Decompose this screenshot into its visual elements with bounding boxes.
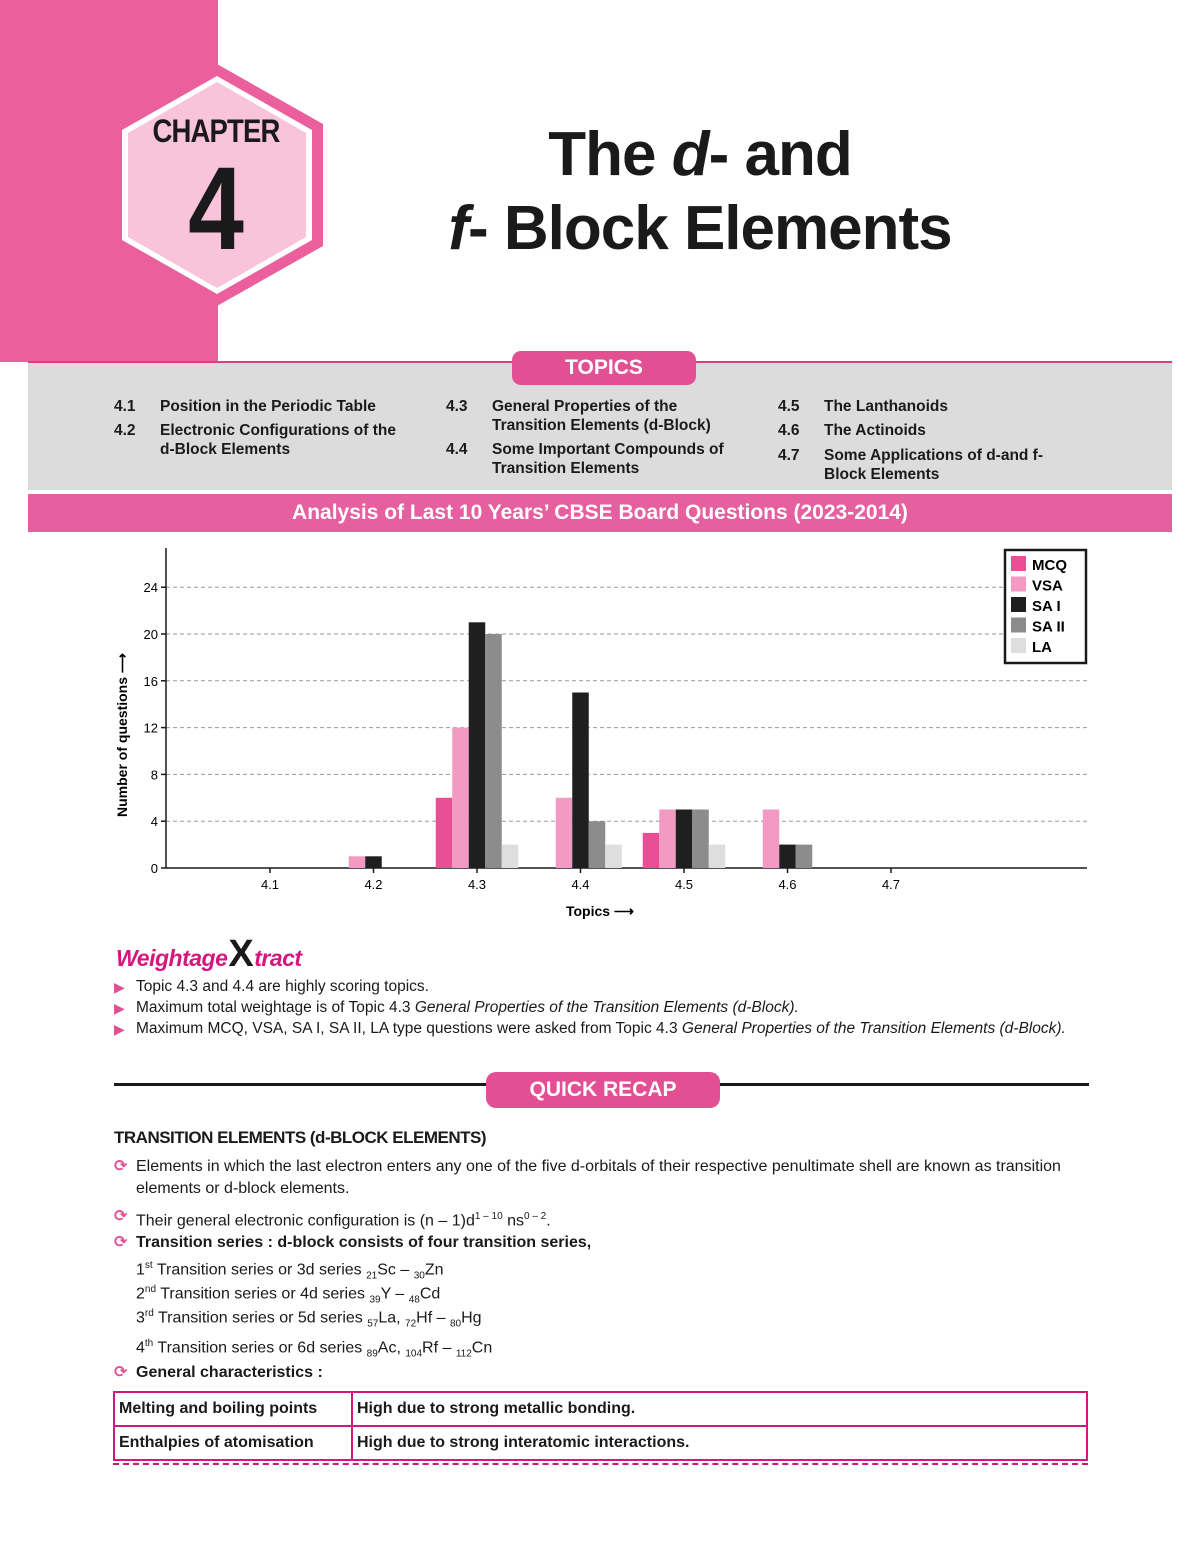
x-axis-label: Topics ⟶ <box>565 903 635 919</box>
bar-sa-i <box>469 622 486 868</box>
chart-gridlines <box>166 587 1087 821</box>
legend-swatch <box>1011 556 1026 571</box>
table-cell-value: High due to strong metallic bonding. <box>352 1392 1087 1426</box>
section-title: TRANSITION ELEMENTS (d-BLOCK ELEMENTS) <box>114 1128 486 1147</box>
recap-bullet-icon: ⟳ <box>114 1208 128 1225</box>
transition-series: 2nd Transition series or 4d series $_{39}$Y – $_{48}$Cd <box>136 1284 441 1306</box>
bar-sa-ii <box>692 810 709 869</box>
transition-series: 3rd Transition series or 5d series $_{57}$La, $_{72}$Hf – $_{80}$Hg <box>136 1308 482 1330</box>
y-tick-label: 8 <box>150 767 158 783</box>
transition-series: 1st Transition series or 3d series $_{21}$Sc – $_{30}$Zn <box>136 1260 444 1282</box>
x-tick-label: 4.2 <box>364 877 383 892</box>
x-tick-label: 4.3 <box>467 877 487 892</box>
weightage-point: ▶ Topic 4.3 and 4.4 are highly scoring topics. <box>114 978 429 995</box>
y-tick-label: 0 <box>150 861 158 876</box>
y-tick-label: 20 <box>143 627 158 642</box>
topic-item: 4.6 The Actinoids <box>778 422 926 439</box>
x-tick-label: 4.4 <box>571 877 590 892</box>
legend-label: SA I <box>1032 598 1061 615</box>
topic-item: 4.7 Some Applications of d-and f-Block Elements <box>778 447 1044 483</box>
bar-sa-i <box>572 693 589 869</box>
bar-vsa <box>452 728 469 868</box>
y-tick-label: 12 <box>143 720 158 736</box>
table-row <box>114 1392 1087 1426</box>
bar-sa-ii <box>485 634 502 868</box>
x-ticks <box>261 868 900 892</box>
recap-bullet-icon: ⟳ <box>114 1364 128 1381</box>
bar-vsa <box>556 798 573 868</box>
recap-point: ⟳ Transition series : d-block consists of four transition series, <box>114 1232 1089 1254</box>
legend-label: VSA <box>1032 577 1063 595</box>
quick-recap-label: QUICK RECAP <box>486 1072 720 1108</box>
legend-swatch <box>1011 577 1026 592</box>
bar-sa-ii <box>796 845 813 868</box>
weightage-xtract-title: WeightageXtract <box>116 933 302 975</box>
x-tick-label: 4.5 <box>674 877 694 892</box>
legend-swatch <box>1011 618 1026 633</box>
weightage-point: ▶ Maximum MCQ, VSA, SA I, SA II, LA type questions were asked from Topic 4.3 General Properties of the Transition Elements (d-Block). <box>114 1020 1066 1037</box>
page-title: The d- and f- Block Elements <box>448 120 952 263</box>
topic-item: 4.2 Electronic Configurations of the d-Block Elements <box>114 422 396 458</box>
bars <box>349 622 813 868</box>
chapter-number: 4 <box>188 143 244 275</box>
chart-legend <box>1005 550 1086 663</box>
table-dashed-edge <box>113 1463 1088 1465</box>
characteristics-table <box>113 1391 1088 1461</box>
bar-mcq <box>436 798 453 868</box>
legend-label: SA II <box>1032 618 1065 636</box>
recap-point: ⟳ Elements in which the last electron enters any one of the five d-orbitals of their respective penultimate shell are known as transition elements or d-block elements. <box>114 1156 1089 1200</box>
table-cell-property: Melting and boiling points <box>114 1392 352 1426</box>
recap-bullet-icon: ⟳ <box>114 1158 128 1175</box>
y-tick-label: 16 <box>143 673 158 689</box>
bar-sa-ii <box>589 821 606 868</box>
bar-la <box>605 845 622 868</box>
legend-label: MCQ <box>1032 557 1067 574</box>
table-cell-value: High due to strong interatomic interactions. <box>352 1426 1087 1460</box>
recap-point: ⟳ General characteristics : <box>114 1362 1089 1384</box>
recap-point: ⟳ Their general electronic configuration is $(n - 1)d^{1 - 10}$ $ns^{0 - 2}$. <box>114 1206 1089 1232</box>
bar-vsa <box>763 810 780 869</box>
transition-series: 4th Transition series or 6d series $_{89}$Ac, $_{104}$Rf – $_{112}$Cn <box>136 1338 493 1360</box>
x-tick-label: 4.7 <box>881 877 901 892</box>
bar-la <box>502 845 519 868</box>
analysis-banner: Analysis of Last 10 Years’ CBSE Board Questions (2023-2014) <box>28 494 1172 532</box>
bar-sa-i <box>365 856 382 868</box>
y-axis-label: Number of questions ⟶ <box>114 653 130 817</box>
bar-mcq <box>643 833 660 868</box>
bar-vsa <box>349 856 366 868</box>
table-row <box>114 1426 1087 1460</box>
topic-item: 4.3 General Properties of the Transition Elements (d-Block) <box>446 398 711 434</box>
y-tick-label: 4 <box>150 814 158 830</box>
arrow-bullet-icon: ▶ <box>114 1021 125 1037</box>
x-tick-label: 4.1 <box>260 877 280 892</box>
legend-label: LA <box>1032 639 1052 656</box>
bar-la <box>709 845 726 868</box>
bar-sa-i <box>779 845 796 868</box>
bar-sa-i <box>676 810 693 869</box>
chapter-label: CHAPTER <box>152 113 280 149</box>
bar-vsa <box>659 810 676 869</box>
x-tick-label: 4.6 <box>778 877 797 892</box>
arrow-bullet-icon: ▶ <box>114 979 125 995</box>
topic-item: 4.1 Position in the Periodic Table <box>114 398 376 415</box>
topics-label: TOPICS <box>512 351 696 385</box>
topic-item: 4.4 Some Important Compounds of Transition Elements <box>446 441 724 477</box>
legend-swatch <box>1011 638 1026 653</box>
weightage-point: ▶ Maximum total weightage is of Topic 4.3 General Properties of the Transition Elements (d-Block). <box>114 999 799 1016</box>
arrow-bullet-icon: ▶ <box>114 1000 125 1016</box>
topic-item: 4.5 The Lanthanoids <box>778 398 948 415</box>
y-tick-label: 24 <box>143 580 158 596</box>
y-ticks <box>144 580 166 876</box>
legend-swatch <box>1011 597 1026 612</box>
recap-bullet-icon: ⟳ <box>114 1234 128 1251</box>
table-cell-property: Enthalpies of atomisation <box>114 1426 352 1460</box>
